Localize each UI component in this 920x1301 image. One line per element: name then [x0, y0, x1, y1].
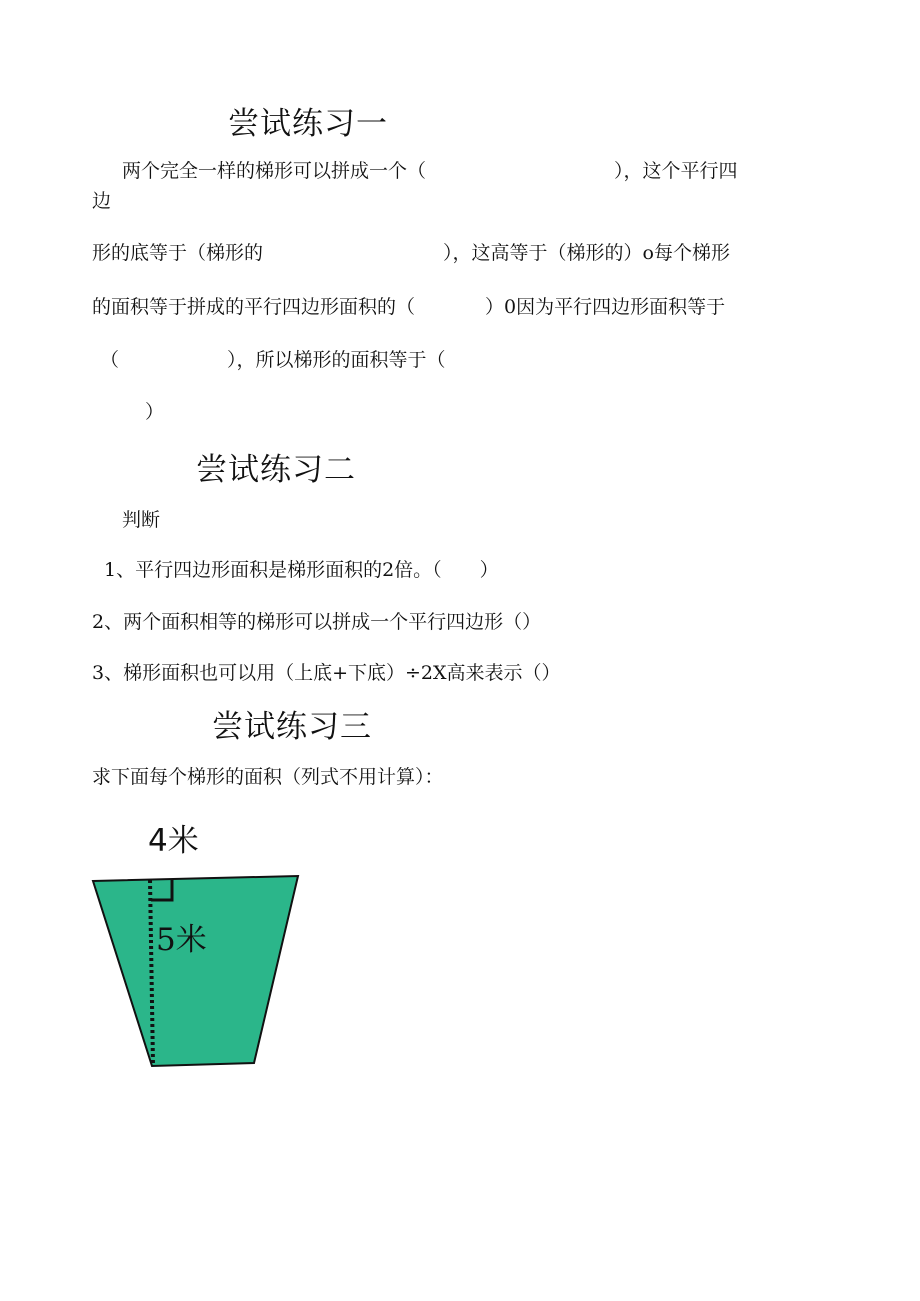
s1-line4a: （ [100, 349, 120, 371]
trapezoid-height-label: 5米 [156, 922, 207, 958]
trapezoid-figure [90, 872, 310, 1077]
s2-item-1: 1、平行四边形面积是梯形面积的2倍。（ ） [104, 559, 499, 581]
s1-line1 [122, 156, 738, 183]
trapezoid-top-label: 4米 [148, 823, 199, 859]
s1-line4 [100, 345, 446, 372]
trapezoid-shape [93, 876, 298, 1066]
heading-section3: 尝试练习三 [212, 709, 372, 745]
s1-line3a: 的面积等于拼成的平行四边形面积的（ [92, 296, 416, 318]
heading-section1: 尝试练习一 [228, 106, 388, 142]
s1-line2 [92, 238, 730, 265]
s1-line1-text: 两个完全一样的梯形可以拼成一个（ [122, 160, 427, 182]
s1-line3 [92, 292, 725, 319]
s1-line1-end: ），这个平行四 [614, 160, 738, 182]
s1-line1-wrap: 边 [92, 190, 112, 212]
s1-line2b: ），这高等于（梯形的）o每个梯形 [443, 242, 730, 264]
s1-line2a: 形的底等于（梯形的 [92, 242, 264, 264]
s2-item-2: 2、两个面积相等的梯形可以拼成一个平行四边形（） [92, 611, 542, 633]
s1-line5: ） [145, 401, 165, 423]
s3-instruction: 求下面每个梯形的面积（列式不用计算）： [92, 766, 444, 788]
heading-section2: 尝试练习二 [196, 452, 356, 488]
s2-subheading: 判断 [122, 509, 161, 531]
s1-line3b: ）0因为平行四边形面积等于 [485, 296, 726, 318]
s1-line4b: ），所以梯形的面积等于（ [227, 349, 446, 371]
s2-item-3: 3、梯形面积也可以用（上底+下底）÷2X高来表示（） [92, 662, 561, 684]
